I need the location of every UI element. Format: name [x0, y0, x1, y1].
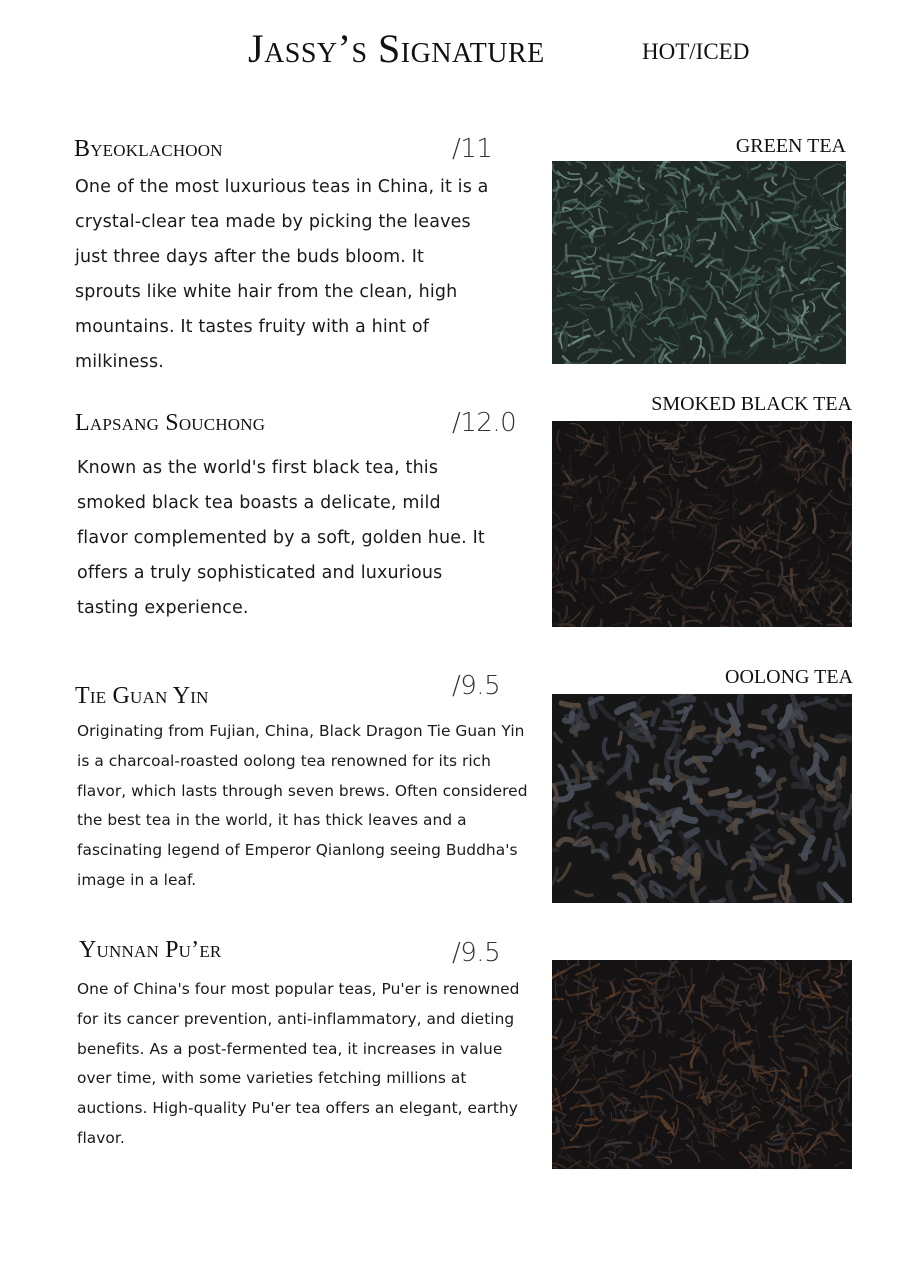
tea-name-byeoklachoon: Byeoklachoon	[74, 136, 223, 162]
tea-description-lapsang-souchong: Known as the world's first black tea, this smoked black tea boasts a delicate, mild flavor complemented by a soft, golden hue. It offers a truly sophisticated and luxurious tasting experience.	[77, 458, 485, 618]
leaf-texture	[552, 694, 852, 903]
menu-title: Jassy’s Signature	[248, 26, 545, 71]
tea-category-oolong: OOLONG TEA	[725, 666, 853, 688]
green-tea-leaves-image	[552, 161, 846, 364]
tea-price-yunnan-puer: /9.5	[452, 938, 501, 968]
tea-price-lapsang-souchong: /12.0	[452, 408, 517, 438]
tea-name-tie-guan-yin: Tie Guan Yin	[75, 683, 209, 709]
leaf-texture	[552, 161, 846, 364]
tea-description-byeoklachoon: One of the most luxurious teas in China, it is a crystal-clear tea made by picking the leaves just three days after the buds bloom. It sprouts like white hair from the clean, high mountains. It tastes fruity with a hint of milkiness.	[75, 177, 489, 372]
tea-price-byeoklachoon: /11	[452, 134, 493, 164]
tea-description-tie-guan-yin: Originating from Fujian, China, Black Dragon Tie Guan Yin is a charcoal-roasted oolong tea renowned for its rich flavor, which lasts through seven brews. Often considered the best tea in the world, it has thick leaves and a fascinating legend of Emperor Qianlong seeing Buddha's image in a leaf.	[77, 722, 528, 889]
tea-price-tie-guan-yin: /9.5	[452, 671, 501, 701]
tea-category-smoked-black: SMOKED BLACK TEA	[651, 393, 852, 415]
tea-name-lapsang-souchong: Lapsang Souchong	[75, 410, 266, 436]
smoked-black-tea-leaves-image	[552, 421, 852, 627]
tea-name-yunnan-puer: Yunnan Pu’er	[79, 937, 222, 963]
leaf-texture	[552, 421, 852, 627]
oolong-tea-leaves-image	[552, 694, 852, 903]
tea-category-green: GREEN TEA	[735, 135, 846, 157]
serving-option: HOT/ICED	[642, 39, 750, 64]
tea-description-yunnan-puer: One of China's four most popular teas, Pu'er is renowned for its cancer prevention, anti-inflammatory, and dieting benefits. As a post-fermented tea, it increases in value over time, with some varieties fetching millions at auctions. High-quality Pu'er tea offers an elegant, earthy flavor.	[77, 980, 520, 1147]
leaf-texture	[552, 960, 852, 1169]
puer-tea-leaves-image	[552, 960, 852, 1169]
